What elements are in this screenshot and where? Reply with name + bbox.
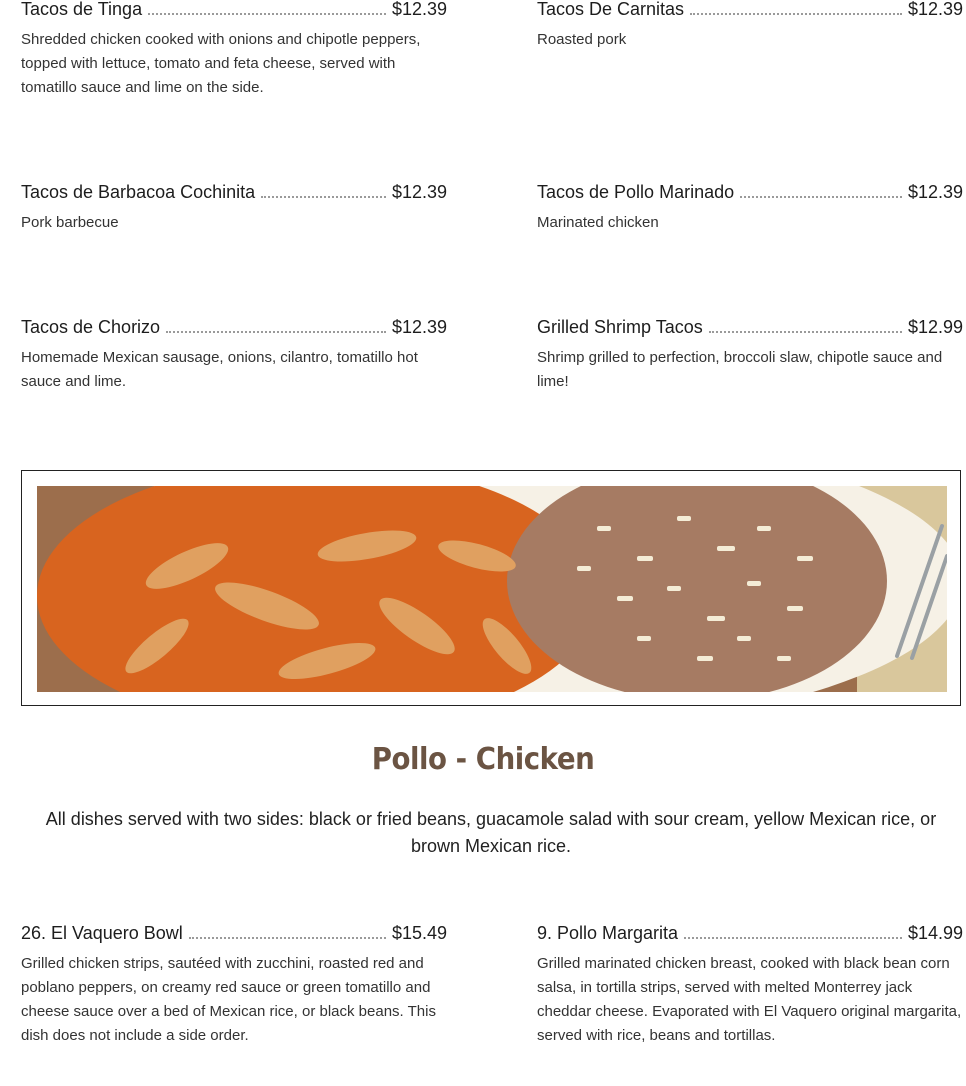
menu-item-header <box>21 0 447 20</box>
menu-item-price: $12.39 <box>391 0 447 19</box>
chicken-dish-illustration <box>37 486 947 692</box>
menu-item-price: $15.49 <box>391 923 447 943</box>
menu-item-name: Tacos de Chorizo <box>21 317 161 337</box>
chicken-dish-photo <box>37 486 947 692</box>
dot-leader <box>189 937 386 939</box>
menu-item-name: Grilled Shrimp Tacos <box>537 317 703 337</box>
dot-leader <box>684 937 902 939</box>
menu-row <box>21 916 963 1048</box>
dot-leader <box>148 13 386 15</box>
menu-item-price: $14.99 <box>907 923 963 943</box>
menu-row <box>21 310 963 394</box>
menu-item <box>537 310 963 394</box>
menu-item-name: Tacos De Carnitas <box>537 0 685 19</box>
menu-item-name: Tacos de Pollo Marinado <box>537 182 735 202</box>
menu-item <box>537 175 963 235</box>
section-note: All dishes served with two sides: black or fried beans, guacamole salad with sour cream, yellow Mexican rice, or brown Mexican rice. <box>45 809 937 856</box>
menu-item <box>537 916 963 1048</box>
menu-item-name: Tacos de Tinga <box>21 0 143 19</box>
dot-leader <box>261 196 386 198</box>
menu-item-name: 26. El Vaquero Bowl <box>21 923 183 943</box>
menu-item-header <box>537 310 963 338</box>
section-title: Pollo - Chicken <box>371 742 595 777</box>
menu-item <box>21 0 447 100</box>
menu-item-price: $12.39 <box>391 182 447 202</box>
menu-item-description: Grilled marinated chicken breast, cooked with black bean corn salsa, in tortilla strips, served with melted Monterrey jack cheddar cheese. Evaporated with El Vaquero original margarita, served with rice, beans and tortillas. <box>537 955 962 1044</box>
menu-item-description: Roasted pork <box>537 31 627 48</box>
menu-item <box>537 0 963 100</box>
refried-beans <box>507 486 887 692</box>
dot-leader <box>166 331 386 333</box>
menu-item-price: $12.39 <box>907 182 963 202</box>
menu-item <box>21 175 447 235</box>
menu-item-description: Shrimp grilled to perfection, broccoli slaw, chipotle sauce and lime! <box>537 349 943 390</box>
menu-item-price: $12.99 <box>907 317 963 337</box>
section-banner <box>21 470 961 706</box>
menu-item <box>21 310 447 394</box>
menu-item-name: Tacos de Barbacoa Cochinita <box>21 182 256 202</box>
menu-item-description: Pork barbecue <box>21 214 119 231</box>
menu-item-header <box>21 175 447 203</box>
menu-item-header <box>21 310 447 338</box>
dot-leader <box>709 331 902 333</box>
menu-item-price: $12.39 <box>391 317 447 337</box>
menu-item-header <box>537 916 963 944</box>
menu-row <box>21 175 963 235</box>
menu-item-description: Homemade Mexican sausage, onions, cilantro, tomatillo hot sauce and lime. <box>21 349 418 390</box>
menu-item <box>21 916 447 1048</box>
menu-item-price: $12.39 <box>907 0 963 19</box>
dot-leader <box>740 196 902 198</box>
menu-item-header <box>21 916 447 944</box>
menu-item-description: Marinated chicken <box>537 214 659 231</box>
menu-item-header <box>537 0 963 20</box>
menu-item-header <box>537 175 963 203</box>
menu-item-description: Grilled chicken strips, sautéed with zucchini, roasted red and poblano peppers, on creamy red sauce or green tomatillo and cheese sauce over a bed of Mexican rice, or black beans. This dish does not include a side order. <box>21 955 436 1044</box>
menu-row <box>21 0 963 100</box>
menu-item-description: Shredded chicken cooked with onions and chipotle peppers, topped with lettuce, tomato and feta cheese, served with tomatillo sauce and lime on the side. <box>21 31 421 96</box>
menu-item-name: 9. Pollo Margarita <box>537 923 679 943</box>
dot-leader <box>690 13 902 15</box>
